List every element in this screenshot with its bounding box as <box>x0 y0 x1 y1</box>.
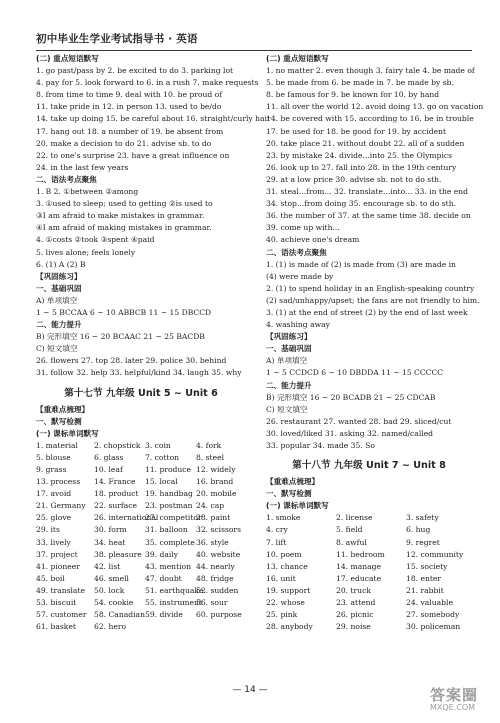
vocab-word: 12. widely <box>196 465 236 474</box>
vocab-word: 46. smell <box>94 573 129 583</box>
left-column <box>36 54 271 635</box>
vocab-word: 25. glove <box>36 513 72 523</box>
page-header-title: 初中毕业生学业考试指导书 · 英语 <box>36 33 198 45</box>
answer-line: 3. ①used to sleep; used to getting ②is used to <box>36 199 213 209</box>
vocab-word: 51. earthquake <box>145 585 204 595</box>
vocab-word: 27. somebody <box>406 610 460 620</box>
vocab-word: 14. manage <box>336 561 381 571</box>
vocab-word: 49. translate <box>36 585 85 595</box>
answer-line: 4. pay for 5. look forward to 6. in a rush 7. make requests <box>36 78 259 88</box>
answer-heading: 二、语法考点聚焦 <box>36 174 97 184</box>
vocab-word: 25. pink <box>266 610 298 620</box>
vocab-word: 30. policeman <box>406 622 461 632</box>
answer-line: 39. come up with... <box>266 223 340 233</box>
page-number: — 14 — <box>232 685 268 695</box>
section18-word-grid <box>266 514 472 635</box>
answer-line: A) 单项填空 <box>266 356 308 366</box>
vocab-word: 62. hero <box>94 622 127 632</box>
section-subheading: 一、默写检测 <box>266 489 312 499</box>
vocab-word: 38. pleasure <box>94 549 142 559</box>
answer-heading: (二) 重点短语默写 <box>36 54 99 63</box>
vocab-word: 22. whose <box>266 598 305 608</box>
section-subheading: 【重难点梳理】 <box>266 477 320 487</box>
vocab-word: 29. noise <box>336 622 371 632</box>
answer-line: C) 短文填空 <box>266 404 308 414</box>
vocab-word: 8. steel <box>196 452 225 462</box>
vocab-word: 20. truck <box>336 585 371 595</box>
answer-line: 30. loved/liked 31. asking 32. named/called <box>266 428 434 438</box>
watermark-logo <box>430 688 492 718</box>
answer-line: 1 ~ 5 CCDCD 6 ~ 10 DBDDA 11 ~ 15 CCCCC <box>266 368 444 378</box>
vocab-word: 15. local <box>145 477 178 487</box>
answer-line: 5. be made from 6. be made in 7. be made by sb. <box>266 78 454 88</box>
answer-line: 8. be famous for 9. be known for 10. by hand <box>266 90 440 100</box>
vocab-word: 44. nearly <box>196 561 235 571</box>
vocab-word: 16. unit <box>266 573 296 583</box>
answer-line: ④I am afraid of making mistakes in grammar. <box>36 223 212 233</box>
answer-heading: 【巩固练习】 <box>36 271 82 281</box>
answer-heading: 一、基础巩固 <box>36 283 82 293</box>
vocab-word: 18. product <box>94 489 139 499</box>
answer-line: 29. at a low price 30. advise sb. not to do sth. <box>266 174 442 184</box>
answer-line: 17. be used for 18. be good for 19. by accident <box>266 126 447 136</box>
vocab-word: 27. competitor <box>145 513 202 523</box>
answer-heading: 一、基础巩固 <box>266 344 312 354</box>
answer-line: B) 完形填空 16 ~ 20 BCAAC 21 ~ 25 BACDB <box>36 332 205 342</box>
section-subheading: (一) 课标单词默写 <box>36 428 99 438</box>
answer-heading: 二、语法考点聚焦 <box>266 247 327 257</box>
vocab-word: 33. lively <box>36 537 71 547</box>
vocab-word: 18. enter <box>406 573 442 583</box>
answer-line: 20. make a decision to do 21. advise sb. to do <box>36 138 212 148</box>
vocab-word: 29. its <box>36 525 60 535</box>
section-subheading: 【重难点梳理】 <box>36 404 90 414</box>
left-answer-block <box>36 54 271 382</box>
answer-line: 34. stop...from doing 35. encourage sb. to do sth. <box>266 199 457 209</box>
vocab-word: 34. heat <box>94 537 126 547</box>
vocab-word: 24. cap <box>196 501 225 511</box>
vocab-word: 16. brand <box>196 477 234 487</box>
vocab-word: 40. website <box>196 549 241 559</box>
vocab-word: 12. community <box>406 549 464 559</box>
section18-title: 第十八节 九年级 Unit 7 ~ Unit 8 <box>292 460 446 472</box>
answer-line: 20. take place 21. without doubt 22. all of a sudden <box>266 138 465 148</box>
vocab-word: 57. customer <box>36 610 87 620</box>
answer-line: 22. to one's surprise 23. have a great influence on <box>36 150 230 160</box>
vocab-word: 55. instrument <box>145 598 202 608</box>
vocab-word: 13. chance <box>266 561 308 571</box>
vocab-word: 4. fork <box>196 440 222 450</box>
answer-line: (4) were made by <box>266 271 334 281</box>
vocab-word: 35. complete <box>145 537 195 547</box>
answer-line: C) 短文填空 <box>36 344 78 354</box>
vocab-word: 6. hug <box>406 525 431 535</box>
answer-line: 11. take pride in 12. in person 13. used to be/do <box>36 102 222 112</box>
answer-line: 31. follow 32. help 33. helpful/kind 34. laugh 35. why <box>36 368 242 378</box>
vocab-word: 8. awful <box>336 537 367 547</box>
answer-line: 4. washing away <box>266 320 330 330</box>
vocab-word: 5. field <box>336 525 363 535</box>
section17-title: 第十七节 九年级 Unit 5 ~ Unit 6 <box>64 387 218 399</box>
vocab-word: 5. blouse <box>36 452 71 462</box>
answer-line: 26. restaurant 27. wanted 28. bad 29. sliced/cut <box>266 416 452 426</box>
section-subheading: 一、默写检测 <box>36 416 82 426</box>
answer-line: 36. the number of 37. at the same time 38. decide on <box>266 211 471 221</box>
vocab-word: 24. valuable <box>406 598 453 608</box>
vocab-word: 30. form <box>94 525 127 535</box>
vocab-word: 48. fridge <box>196 573 234 583</box>
vocab-word: 23. attend <box>336 598 376 608</box>
vocab-word: 26. international <box>94 513 159 523</box>
vocab-word: 7. cotton <box>145 452 180 462</box>
vocab-word: 15. society <box>406 561 448 571</box>
vocab-word: 45. boil <box>36 573 65 583</box>
vocab-word: 1. material <box>36 440 78 450</box>
answer-line: 4. ①costs ②took ③spent ④paid <box>36 235 155 245</box>
vocab-word: 14. France <box>94 477 136 487</box>
vocab-word: 11. produce <box>145 465 192 474</box>
answer-line: B) 完形填空 16 ~ 20 BCADB 21 ~ 25 CDCAB <box>266 392 436 402</box>
answer-heading: 二、能力提升 <box>266 380 312 390</box>
answer-line: 1. B 2. ①between ②among <box>36 187 139 197</box>
vocab-word: 56. sour <box>196 598 228 608</box>
answer-line: 2. (1) to spend holiday in an English-speaking country <box>266 283 475 293</box>
vocab-word: 36. style <box>196 537 229 547</box>
header-rule <box>36 50 472 51</box>
vocab-word: 17. educate <box>336 573 382 583</box>
vocab-word: 19. handbag <box>145 489 193 499</box>
vocab-word: 9. regret <box>406 537 440 547</box>
vocab-word: 50. lock <box>94 585 125 595</box>
answer-line: 8. from time to time 9. deal with 10. be proud of <box>36 90 223 100</box>
vocab-word: 42. list <box>94 561 121 571</box>
answer-line: 5. lives alone; feels lonely <box>36 247 136 257</box>
section17-word-grid <box>36 442 246 636</box>
answer-heading: 【巩固练习】 <box>266 332 312 342</box>
answer-line: 40. achieve one's dream <box>266 235 360 245</box>
answer-line: 1. go past/pass by 2. be excited to do 3. parking lot <box>36 66 234 76</box>
vocab-word: 60. purpose <box>196 610 242 620</box>
vocab-word: 37. project <box>36 549 78 559</box>
vocab-word: 6. glass <box>94 452 124 462</box>
answer-line: (2) sad/unhappy/upset; the fans are not friendly to him. <box>266 295 480 305</box>
vocab-word: 19. support <box>266 585 311 595</box>
answer-line: 1. no matter 2. even though 3. fairy tale 4. be made of <box>266 66 475 76</box>
answer-line: 11. all over the world 12. avoid doing 13. go on vacation <box>266 102 484 112</box>
answer-heading: (二) 重点短语默写 <box>266 54 329 63</box>
vocab-word: 10. leaf <box>94 465 123 474</box>
vocab-word: 11. bedroom <box>336 549 385 559</box>
vocab-word: 43. mention <box>145 561 192 571</box>
vocab-word: 39. daily <box>145 549 179 559</box>
watermark-text: 答案圈 <box>430 686 479 704</box>
vocab-word: 47. doubt <box>145 573 182 583</box>
watermark-site: MXQE.COM <box>430 703 476 712</box>
vocab-word: 52. sudden <box>196 585 239 595</box>
answer-line: A) 单项填空 <box>36 295 78 305</box>
vocab-word: 58. Canadian <box>94 610 145 620</box>
vocab-word: 53. biscuit <box>36 598 77 608</box>
vocab-word: 2. chopstick <box>94 440 141 450</box>
answer-line: 1 ~ 5 BCCAA 6 ~ 10 ABBCB 11 ~ 15 DBCCD <box>36 307 212 317</box>
vocab-word: 3. coin <box>145 440 171 450</box>
vocab-word: 2. license <box>336 513 373 523</box>
answer-line: 24. in the last few years <box>36 162 129 172</box>
vocab-word: 59. divide <box>145 610 183 620</box>
answer-heading: 二、能力提升 <box>36 320 82 330</box>
vocab-word: 3. safety <box>406 513 439 523</box>
vocab-word: 26. picnic <box>336 610 374 620</box>
vocab-word: 61. basket <box>36 622 76 632</box>
vocab-word: 13. process <box>36 477 81 487</box>
vocab-word: 9. grass <box>36 465 67 474</box>
vocab-word: 1. smoke <box>266 513 301 523</box>
vocab-word: 4. cry <box>266 525 288 535</box>
vocab-word: 22. surface <box>94 501 137 511</box>
answer-line: 31. steal...from... 32. translate...into... 33. in the end <box>266 187 469 197</box>
section17-subheads <box>36 406 246 442</box>
section-subheading: (一) 课标单词默写 <box>266 501 329 511</box>
answer-line: 14. be covered with 15. according to 16. be in trouble <box>266 114 474 124</box>
vocab-word: 31. balloon <box>145 525 188 535</box>
answer-line: 6. (1) A (2) B <box>36 259 86 269</box>
section18-subheads <box>266 478 472 514</box>
answer-line: 14. take up doing 15. be careful about 16. straight/curly hair <box>36 114 271 124</box>
answer-line: ③I am afraid to make mistakes in grammar. <box>36 211 205 221</box>
answer-line: 26. flowers 27. top 28. later 29. police 30. behind <box>36 356 227 366</box>
vocab-word: 28. anybody <box>266 622 313 632</box>
right-column <box>266 54 484 635</box>
answer-line: 1. (1) is made of (2) is made from (3) are made in <box>266 259 456 269</box>
vocab-word: 28. paint <box>196 513 231 523</box>
vocab-word: 21. rabbit <box>406 585 444 595</box>
answer-line: 26. look up to 27. fall into 28. in the 19th century <box>266 162 457 172</box>
vocab-word: 10. poem <box>266 549 302 559</box>
answer-line: 33. popular 34. made 35. So <box>266 441 375 450</box>
vocab-word: 23. postman <box>145 501 193 511</box>
vocab-word: 20. mobile <box>196 489 237 499</box>
answer-line: 3. (1) at the end of street (2) by the end of last week <box>266 307 468 317</box>
vocab-word: 21. Germany <box>36 501 86 511</box>
vocab-word: 54. cookie <box>94 598 134 608</box>
vocab-word: 32. scissors <box>196 525 241 535</box>
right-answer-block <box>266 54 484 454</box>
vocab-word: 41. pioneer <box>36 561 80 571</box>
answer-line: 23. by mistake 24. divide...into 25. the Olympics <box>266 150 453 160</box>
vocab-word: 17. avoid <box>36 489 72 499</box>
vocab-word: 7. lift <box>266 537 287 547</box>
answer-line: 17. hang out 18. a number of 19. be absent from <box>36 126 224 136</box>
